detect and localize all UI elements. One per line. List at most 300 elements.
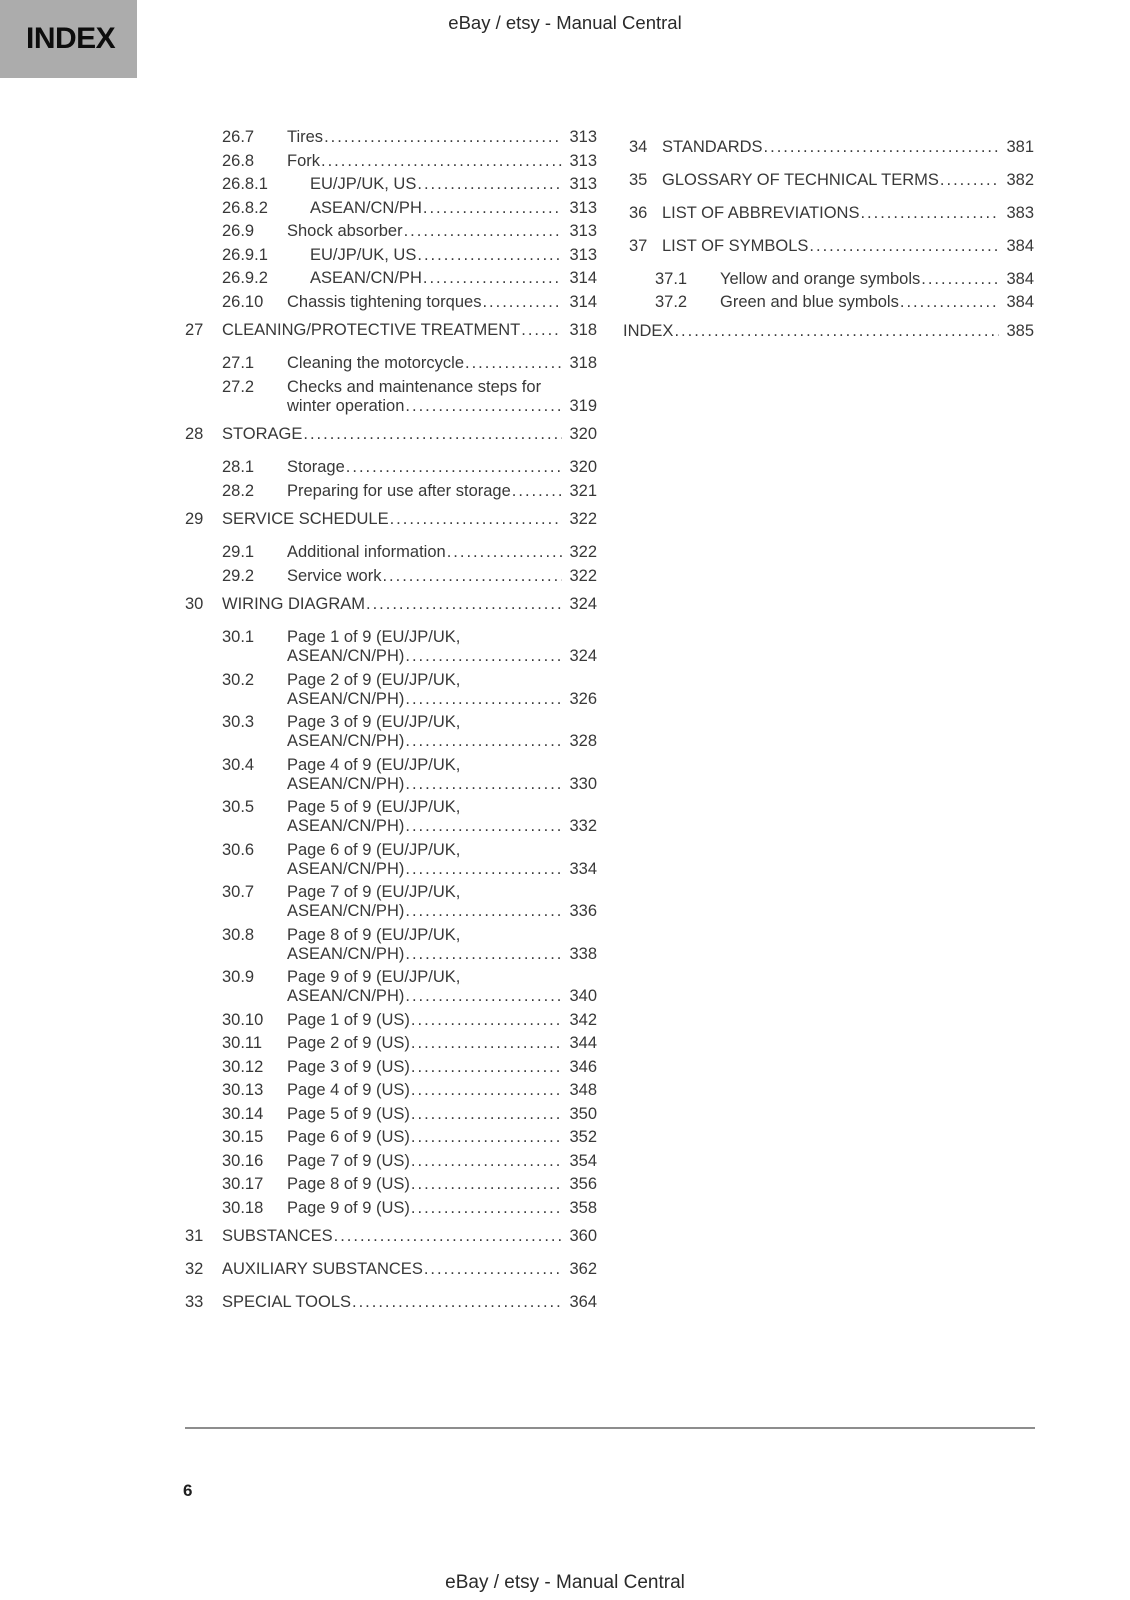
entry-number: 26.10	[222, 292, 264, 311]
entry-body	[222, 425, 597, 444]
entry-body	[310, 246, 597, 265]
entry-page-number: 384	[1006, 293, 1034, 311]
entry-page-number: 322	[569, 566, 597, 585]
entry-line	[287, 860, 597, 879]
entry-number: 29	[185, 510, 204, 528]
entry-title: ASEAN/CN/PH)	[287, 817, 405, 835]
toc-entry[interactable]	[185, 482, 597, 501]
entry-number: 30.11	[222, 1034, 263, 1052]
entry-body	[662, 204, 1034, 223]
entry-page-number: 382	[1006, 170, 1034, 189]
entry-line	[287, 458, 597, 477]
toc-entry[interactable]	[185, 926, 597, 964]
entry-page-number: 358	[569, 1198, 597, 1217]
entry-page-number: 385	[1006, 321, 1034, 340]
entry-line	[222, 321, 597, 340]
toc-entry[interactable]	[185, 543, 597, 562]
entry-body	[623, 322, 1034, 341]
entry-body	[287, 543, 597, 562]
entry-body	[287, 1152, 597, 1171]
dot-leader	[465, 354, 562, 373]
entry-page-number: 354	[569, 1151, 597, 1170]
entry-title: Page 8 of 9 (EU/JP/UK,	[287, 925, 461, 944]
entry-title: ASEAN/CN/PH)	[287, 902, 405, 920]
dot-leader	[405, 775, 562, 794]
entry-line	[720, 293, 1034, 312]
footer-divider	[185, 1427, 1035, 1429]
table-of-contents	[185, 128, 1034, 1326]
toc-entry[interactable]	[185, 246, 597, 265]
entry-page-number: 364	[569, 1293, 597, 1311]
dot-leader	[482, 293, 562, 312]
entry-page-number: 350	[569, 1104, 597, 1123]
entry-page-number: 381	[1006, 137, 1034, 156]
entry-title: STORAGE	[222, 425, 303, 443]
entry-line	[287, 1105, 597, 1124]
entry-line	[287, 713, 597, 732]
entry-body	[287, 293, 597, 312]
entry-line	[287, 1058, 597, 1077]
toc-entry[interactable]	[185, 458, 597, 477]
dot-leader	[303, 425, 562, 444]
dot-leader	[411, 1011, 563, 1030]
entry-page-number: 318	[569, 321, 597, 339]
dot-leader	[860, 204, 999, 223]
entry-body	[222, 1260, 597, 1279]
toc-entry[interactable]	[185, 269, 597, 288]
entry-title: Shock absorber	[287, 222, 403, 240]
toc-entry[interactable]	[185, 1058, 597, 1077]
entry-title: ASEAN/CN/PH)	[287, 774, 405, 793]
toc-entry[interactable]	[185, 1152, 597, 1171]
entry-line	[287, 775, 597, 794]
entry-number: 30.12	[222, 1057, 264, 1076]
entry-number: 27	[185, 321, 204, 339]
entry-line	[310, 175, 597, 194]
toc-entry[interactable]	[185, 1260, 597, 1279]
entry-page-number: 342	[569, 1010, 597, 1029]
entry-title: Cleaning the motorcycle	[287, 354, 465, 372]
toc-entry[interactable]	[623, 237, 1034, 256]
dot-leader	[674, 322, 999, 341]
entry-body	[310, 199, 597, 218]
entry-title: ASEAN/CN/PH	[310, 198, 422, 217]
entry-body	[287, 1081, 597, 1100]
entry-page-number: 318	[569, 354, 597, 372]
entry-title: WIRING DIAGRAM	[222, 595, 365, 613]
entry-page-number: 313	[569, 128, 597, 146]
entry-line	[287, 1034, 597, 1053]
entry-page-number: 336	[569, 902, 597, 920]
entry-body	[287, 841, 597, 879]
entry-body	[287, 567, 597, 586]
toc-entry[interactable]	[185, 628, 597, 666]
entry-page-number: 348	[569, 1081, 597, 1099]
toc-entry[interactable]	[185, 293, 597, 312]
toc-entry[interactable]	[185, 1105, 597, 1124]
toc-entry[interactable]	[623, 293, 1034, 312]
entry-title: Page 5 of 9 (EU/JP/UK,	[287, 798, 461, 816]
entry-title: Page 6 of 9 (EU/JP/UK,	[287, 840, 461, 859]
dot-leader	[521, 321, 562, 340]
page-number: 6	[183, 1481, 193, 1500]
entry-title: Page 8 of 9 (US)	[287, 1175, 410, 1193]
entry-line	[287, 354, 597, 373]
entry-line	[222, 1227, 597, 1246]
dot-leader	[423, 269, 563, 288]
entry-page-number: 356	[569, 1175, 597, 1193]
entry-line	[287, 841, 597, 860]
entry-title: Page 1 of 9 (EU/JP/UK,	[287, 628, 461, 646]
entry-line	[287, 945, 597, 964]
entry-body	[222, 321, 597, 340]
dot-leader	[405, 397, 562, 416]
entry-page-number: 313	[569, 245, 597, 264]
entry-line	[287, 1011, 597, 1030]
entry-title: Page 3 of 9 (EU/JP/UK,	[287, 713, 461, 731]
entry-title: LIST OF ABBREVIATIONS	[662, 203, 860, 222]
entry-page-number: 320	[569, 458, 597, 476]
dot-leader	[405, 902, 562, 921]
entry-line	[310, 199, 597, 218]
toc-entry[interactable]	[185, 1227, 597, 1246]
entry-page-number: 338	[569, 944, 597, 963]
entry-title: LIST OF SYMBOLS	[662, 236, 809, 255]
entry-page-number: 313	[569, 175, 597, 193]
entry-body	[222, 595, 597, 614]
toc-entry[interactable]	[185, 175, 597, 194]
entry-page-number: 313	[569, 151, 597, 170]
toc-entry[interactable]	[185, 798, 597, 836]
entry-body	[287, 1058, 597, 1077]
entry-line	[287, 128, 597, 147]
dot-leader	[411, 1199, 563, 1218]
entry-line	[287, 987, 597, 1006]
entry-number: 26.8.1	[222, 175, 268, 193]
entry-page-number: 328	[569, 732, 597, 750]
entry-line	[222, 510, 597, 529]
entry-line	[287, 397, 597, 416]
toc-entry[interactable]	[185, 841, 597, 879]
page-header-title: eBay / etsy - Manual Central	[448, 12, 682, 33]
entry-line	[287, 628, 597, 647]
entry-page-number: 334	[569, 859, 597, 878]
toc-entry[interactable]	[185, 671, 597, 709]
dot-leader	[764, 138, 1000, 157]
entry-number: 30.16	[222, 1151, 264, 1170]
entry-line	[287, 732, 597, 751]
entry-line	[222, 1293, 597, 1312]
toc-entry[interactable]	[185, 883, 597, 921]
entry-title: EU/JP/UK, US	[310, 175, 417, 193]
toc-entry[interactable]	[185, 510, 597, 529]
entry-title: ASEAN/CN/PH)	[287, 689, 405, 708]
dot-leader	[411, 1175, 563, 1194]
entry-number: 37.1	[655, 269, 688, 288]
entry-number: 36	[629, 203, 648, 222]
entry-number: 30.7	[222, 883, 255, 901]
toc-entry[interactable]	[623, 322, 1034, 341]
dot-leader	[382, 567, 562, 586]
dot-leader	[405, 732, 562, 751]
entry-body	[287, 756, 597, 794]
entry-line	[287, 1175, 597, 1194]
entry-line	[287, 756, 597, 775]
entry-body	[222, 510, 597, 529]
entry-page-number: 314	[569, 269, 597, 287]
entry-line	[287, 968, 597, 987]
entry-title: AUXILIARY SUBSTANCES	[222, 1260, 423, 1278]
entry-number: 30.6	[222, 840, 255, 859]
dot-leader	[405, 817, 562, 836]
dot-leader	[321, 152, 562, 171]
entry-title: Page 7 of 9 (EU/JP/UK,	[287, 883, 461, 901]
toc-entry[interactable]	[185, 756, 597, 794]
entry-number: 30.2	[222, 670, 255, 689]
entry-number: 35	[629, 170, 648, 189]
dot-leader	[405, 987, 562, 1006]
entry-number: 30.3	[222, 713, 255, 731]
dot-leader	[940, 171, 1000, 190]
dot-leader	[405, 945, 562, 964]
toc-entry[interactable]	[185, 222, 597, 241]
toc-entry[interactable]	[623, 138, 1034, 157]
dot-leader	[447, 543, 563, 562]
entry-title: ASEAN/CN/PH)	[287, 944, 405, 963]
dot-leader	[324, 128, 562, 147]
toc-entry[interactable]	[185, 354, 597, 373]
entry-page-number: 321	[569, 481, 597, 500]
dot-leader	[390, 510, 563, 529]
entry-title: Page 4 of 9 (EU/JP/UK,	[287, 755, 461, 774]
entry-number: 26.8	[222, 151, 255, 170]
toc-entry[interactable]	[623, 171, 1034, 190]
entry-body	[310, 269, 597, 288]
entry-page-number: 346	[569, 1057, 597, 1076]
entry-body	[287, 222, 597, 241]
entry-title: GLOSSARY OF TECHNICAL TERMS	[662, 170, 939, 189]
dot-leader	[417, 246, 562, 265]
entry-line	[287, 798, 597, 817]
dot-leader	[334, 1227, 563, 1246]
entry-title: winter operation	[287, 396, 405, 415]
entry-line	[287, 817, 597, 836]
entry-number: 37.2	[655, 293, 688, 311]
dot-leader	[411, 1152, 563, 1171]
entry-page-number: 324	[569, 595, 597, 613]
toc-entry[interactable]	[185, 1293, 597, 1312]
dot-leader	[405, 647, 562, 666]
entry-title: Checks and maintenance steps for	[287, 377, 542, 396]
entry-title: Page 9 of 9 (US)	[287, 1198, 410, 1217]
entry-number: 30.17	[222, 1175, 264, 1193]
entry-title: Page 1 of 9 (US)	[287, 1010, 410, 1029]
toc-column-right	[623, 128, 1034, 1326]
entry-body	[287, 128, 597, 147]
entry-number: 26.9.2	[222, 269, 268, 287]
entry-line	[287, 1199, 597, 1218]
entry-title: SERVICE SCHEDULE	[222, 510, 389, 528]
entry-title: ASEAN/CN/PH)	[287, 732, 405, 750]
toc-entry[interactable]	[185, 321, 597, 340]
entry-page-number: 324	[569, 647, 597, 665]
dot-leader	[921, 270, 999, 289]
entry-line	[623, 322, 1034, 341]
toc-entry[interactable]	[623, 270, 1034, 289]
entry-number: 32	[185, 1260, 204, 1278]
entry-title: ASEAN/CN/PH)	[287, 987, 405, 1005]
toc-entry[interactable]	[185, 713, 597, 751]
entry-line	[287, 690, 597, 709]
toc-column-left	[185, 128, 597, 1326]
entry-title: SPECIAL TOOLS	[222, 1293, 352, 1311]
entry-title: CLEANING/PROTECTIVE TREATMENT	[222, 321, 521, 339]
dot-leader	[352, 1293, 562, 1312]
entry-title: Page 7 of 9 (US)	[287, 1151, 410, 1170]
entry-title: Page 9 of 9 (EU/JP/UK,	[287, 968, 461, 986]
toc-entry[interactable]	[185, 1175, 597, 1194]
entry-number: 29.2	[222, 566, 255, 585]
entry-title: INDEX	[623, 321, 674, 340]
entry-body	[662, 171, 1034, 190]
entry-title: Additional information	[287, 543, 446, 561]
entry-number: 30	[185, 595, 204, 613]
entry-number: 30.8	[222, 925, 255, 944]
entry-body	[287, 482, 597, 501]
entry-line	[720, 270, 1034, 289]
entry-body	[222, 1293, 597, 1312]
entry-number: 30.18	[222, 1198, 264, 1217]
entry-line	[287, 378, 597, 397]
entry-body	[287, 354, 597, 373]
entry-body	[287, 968, 597, 1006]
entry-body	[222, 1227, 597, 1246]
entry-line	[287, 152, 597, 171]
entry-body	[287, 458, 597, 477]
toc-entry[interactable]	[185, 128, 597, 147]
dot-leader	[512, 482, 563, 501]
dot-leader	[346, 458, 563, 477]
entry-title: Green and blue symbols	[720, 293, 899, 311]
entry-title: Chassis tightening torques	[287, 292, 482, 311]
entry-title: Page 5 of 9 (US)	[287, 1104, 410, 1123]
entry-line	[222, 425, 597, 444]
entry-number: 28.1	[222, 458, 255, 476]
entry-number: 30.1	[222, 628, 255, 646]
entry-line	[222, 1260, 597, 1279]
entry-page-number: 332	[569, 817, 597, 835]
entry-line	[287, 1152, 597, 1171]
entry-line	[287, 1081, 597, 1100]
toc-entry[interactable]	[185, 1081, 597, 1100]
toc-entry[interactable]	[185, 1011, 597, 1030]
entry-line	[662, 237, 1034, 256]
entry-title: Page 2 of 9 (EU/JP/UK,	[287, 670, 461, 689]
entry-line	[222, 595, 597, 614]
dot-leader	[411, 1081, 563, 1100]
entry-page-number: 313	[569, 198, 597, 217]
entry-number: 30.10	[222, 1010, 264, 1029]
entry-page-number: 362	[569, 1260, 597, 1278]
entry-title: Service work	[287, 566, 382, 585]
entry-body	[287, 1199, 597, 1218]
index-tab-label: INDEX	[26, 22, 116, 55]
toc-entry[interactable]	[185, 968, 597, 1006]
dot-leader	[424, 1260, 563, 1279]
entry-body	[287, 378, 597, 416]
entry-body	[287, 1175, 597, 1194]
entry-page-number: 314	[569, 292, 597, 311]
entry-page-number: 344	[569, 1034, 597, 1052]
dot-leader	[809, 237, 999, 256]
entry-line	[287, 1128, 597, 1147]
entry-line	[287, 647, 597, 666]
dot-leader	[405, 690, 562, 709]
toc-entry[interactable]	[185, 199, 597, 218]
entry-line	[287, 883, 597, 902]
entry-title: ASEAN/CN/PH)	[287, 859, 405, 878]
entry-number: 30.14	[222, 1104, 264, 1123]
entry-line	[287, 293, 597, 312]
entry-line	[310, 246, 597, 265]
entry-title: EU/JP/UK, US	[310, 245, 417, 264]
entry-title: ASEAN/CN/PH	[310, 269, 422, 287]
entry-body	[720, 293, 1034, 312]
dot-leader	[411, 1105, 563, 1124]
entry-body	[287, 1011, 597, 1030]
toc-entry[interactable]	[185, 425, 597, 444]
entry-page-number: 384	[1006, 236, 1034, 255]
entry-body	[287, 152, 597, 171]
page-footer-title: eBay / etsy - Manual Central	[445, 1572, 685, 1593]
entry-page-number: 320	[569, 425, 597, 443]
entry-line	[287, 543, 597, 562]
entry-number: 27.1	[222, 354, 255, 372]
entry-number: 30.13	[222, 1081, 264, 1099]
toc-entry[interactable]	[185, 1034, 597, 1053]
entry-body	[662, 237, 1034, 256]
entry-number: 28.2	[222, 481, 255, 500]
toc-entry[interactable]	[185, 378, 597, 416]
entry-title: ASEAN/CN/PH)	[287, 647, 405, 665]
entry-page-number: 326	[569, 689, 597, 708]
entry-number: 34	[629, 137, 648, 156]
toc-entry[interactable]	[185, 152, 597, 171]
entry-title: Fork	[287, 151, 320, 170]
dot-leader	[417, 175, 562, 194]
toc-entry[interactable]	[185, 595, 597, 614]
dot-leader	[411, 1034, 563, 1053]
entry-line	[287, 482, 597, 501]
toc-entry[interactable]	[185, 1199, 597, 1218]
entry-line	[662, 204, 1034, 223]
dot-leader	[405, 860, 562, 879]
entry-number: 33	[185, 1293, 204, 1311]
toc-entry[interactable]	[623, 204, 1034, 223]
entry-page-number: 319	[569, 396, 597, 415]
entry-page-number: 383	[1006, 203, 1034, 222]
entry-line	[287, 567, 597, 586]
entry-number: 30.15	[222, 1128, 264, 1146]
entry-number: 30.4	[222, 755, 255, 774]
dot-leader	[411, 1058, 563, 1077]
entry-line	[310, 269, 597, 288]
toc-entry[interactable]	[185, 567, 597, 586]
entry-title: Tires	[287, 128, 324, 146]
entry-number: 26.9	[222, 222, 255, 240]
entry-number: 30.5	[222, 798, 255, 816]
toc-entry[interactable]	[185, 1128, 597, 1147]
